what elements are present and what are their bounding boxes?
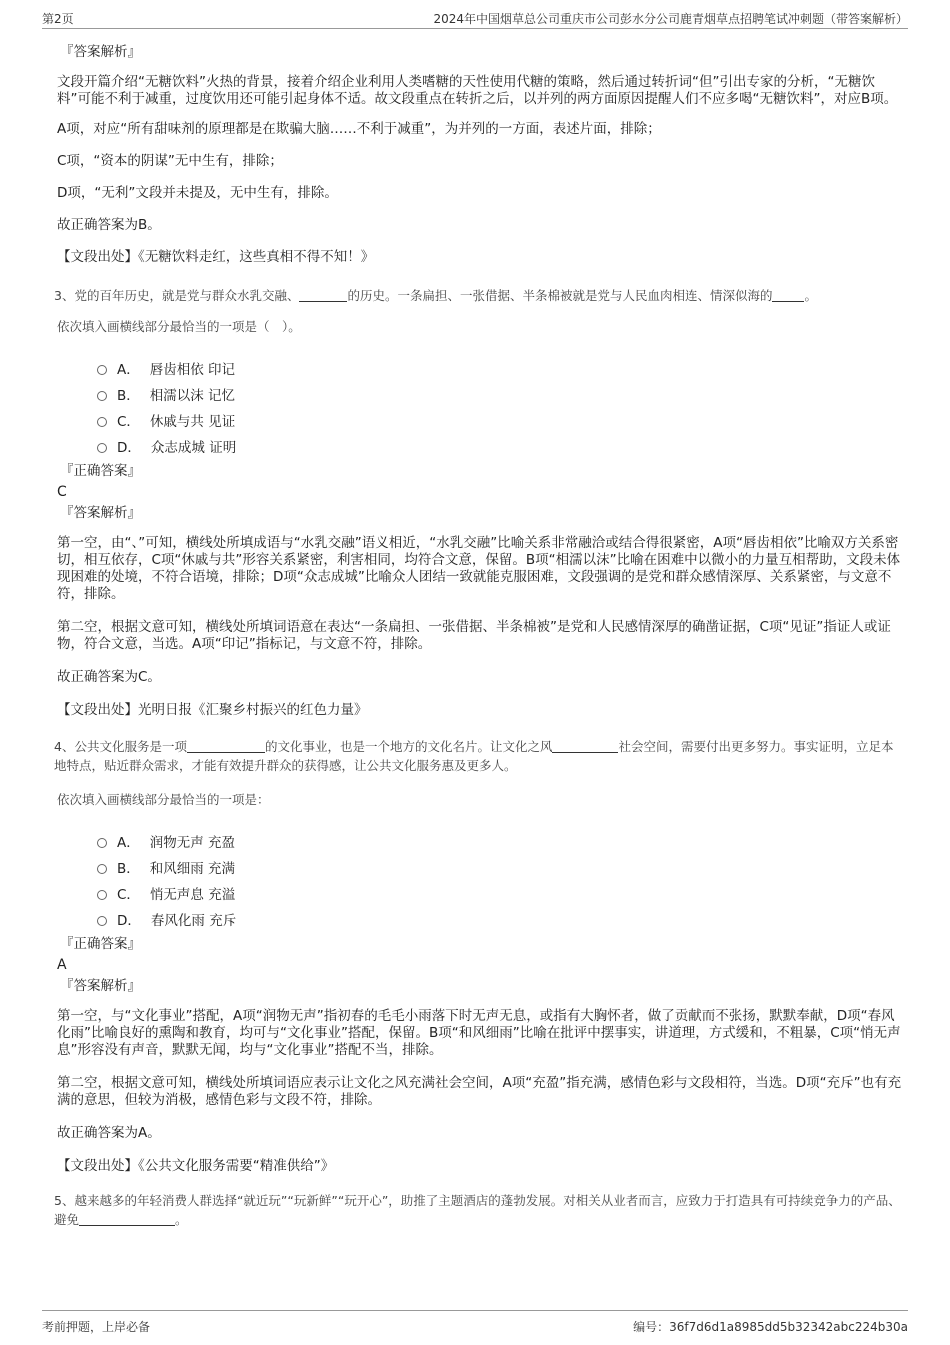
radio-icon[interactable] — [97, 864, 107, 874]
q4-option-b[interactable] — [97, 854, 902, 880]
q4-option-c[interactable] — [97, 880, 902, 906]
q3-prompt: 依次填入画横线部分最恰当的一项是（ ）。 — [57, 319, 301, 334]
q2-analysis-paragraph: C项，“资本的阴谋”无中生有，排除； — [57, 153, 283, 169]
q3-options — [97, 355, 902, 459]
q3-option-d[interactable] — [97, 433, 902, 459]
q4-correct-label: 『正确答案』 — [60, 936, 141, 952]
radio-icon[interactable] — [97, 417, 107, 427]
q2-conclusion: 故正确答案为B。 — [57, 217, 161, 233]
q4-option-a[interactable] — [97, 828, 902, 854]
radio-icon[interactable] — [97, 443, 107, 453]
q4-prompt: 依次填入画横线部分最恰当的一项是： — [57, 792, 270, 807]
q4-analysis-label: 『答案解析』 — [60, 978, 141, 994]
q3-analysis-paragraph: 第一空，由“、”可知，横线处所填成语与“水乳交融”语义相近，“水乳交融”比喻关系非常融洽或结合得很紧密，A项“唇齿相依”比喻双方关系密切，相互依存，C项“休戚与共”形容关系紧密，利害相同，均符合文意，保留。B项“相濡以沫”比喻在困难中以微小的力量互相帮助，文段未体现困难的处境，不符合语境，排除；D项“众志成城”比喻众人团结一致就能克服困难，文段强调的是党和群众感情深厚、关系紧密，与文意不符，排除。 — [57, 535, 901, 602]
option-letter: D． — [117, 913, 141, 929]
q3-blank-1 — [299, 287, 347, 302]
option-text: 和风细雨 充满 — [149, 861, 236, 877]
option-letter: A． — [117, 835, 140, 851]
option-letter: C． — [117, 887, 140, 903]
page-header — [42, 8, 908, 29]
q2-analysis-paragraph: A项，对应“所有甜味剂的原理都是在欺骗大脑……不利于减重”，为并列的一方面，表述片面，排除； — [57, 121, 661, 137]
option-text: 众志成城 证明 — [150, 440, 237, 456]
q4-conclusion: 故正确答案为A。 — [57, 1125, 161, 1141]
q4-blank-1 — [187, 738, 265, 753]
radio-icon[interactable] — [97, 391, 107, 401]
q4-analysis-paragraph: 第一空，与“文化事业”搭配，A项“润物无声”指初春的毛毛小雨落下时无声无息，或指有大胸怀者，做了贡献而不张扬，默默奉献，D项“春风化雨”比喻良好的熏陶和教育，均可与“文化事业”搭配，保留。B项“和风细雨”比喻在批评中摆事实，讲道理，方式缓和，不粗暴，C项“悄无声息”形容没有声音，默默无闻，均与“文化事业”搭配不当，排除。 — [57, 1008, 901, 1058]
q3-source: 【文段出处】光明日报《汇聚乡村振兴的红色力量》 — [57, 702, 368, 718]
q3-option-b[interactable] — [97, 381, 902, 407]
document-body — [54, 44, 902, 1241]
q3-stem — [54, 286, 902, 306]
page-number: 第2页 — [42, 11, 74, 26]
q3-analysis-paragraph: 第二空，根据文意可知，横线处所填词语意在表达“一条扁担、一张借据、半条棉被”是党和人民感情深厚的确凿证据，C项“见证”指证人或证物，符合文意，当选。A项“印记”指标记，与文意不符，排除。 — [57, 619, 891, 652]
q3-stem-part: 3、党的百年历史，就是党与群众水乳交融、 — [54, 288, 300, 303]
q3-stem-part: 。 — [804, 288, 817, 303]
option-letter: C． — [117, 414, 140, 430]
option-text: 休戚与共 见证 — [149, 414, 236, 430]
q2-analysis-paragraph: 文段开篇介绍“无糖饮料”火热的背景，接着介绍企业利用人类嗜糖的天性使用代糖的策略，然后通过转折词“但”引出专家的分析，“无糖饮料”可能不利于减重，过度饮用还可能引起身体不适。故文段重点在转折之后，以并列的两方面原因提醒人们不应多喝“无糖饮料”，对应B项。 — [57, 74, 898, 107]
option-letter: D． — [117, 440, 141, 456]
q3-stem-part: 的历史。一条扁担、一张借据、半条棉被就是党与人民血肉相连、情深似海的 — [347, 288, 773, 303]
option-letter: B． — [117, 861, 140, 877]
q4-option-d[interactable] — [97, 906, 902, 932]
document-title: 2024年中国烟草总公司重庆市公司彭水分公司鹿青烟草点招聘笔试冲刺题（带答案解析） — [433, 11, 908, 26]
q3-conclusion: 故正确答案为C。 — [57, 669, 161, 685]
q4-stem — [54, 737, 902, 775]
q5-stem-part: 。 — [175, 1212, 188, 1227]
q4-stem-part: 社会空间，需要付出更多努力。事实证明，立足本地特点，贴近群众需求，才能有效提升群众的获得感，让公共文化服务惠及更多人。 — [54, 739, 894, 773]
q4-options — [97, 828, 902, 932]
q5-blank-1 — [79, 1211, 175, 1226]
page-footer — [42, 1310, 908, 1335]
q3-correct-answer: C — [57, 484, 67, 500]
q4-stem-part: 的文化事业，也是一个地方的文化名片。让文化之风 — [264, 739, 553, 754]
q5-stem — [54, 1191, 902, 1229]
q2-source: 【文段出处】《无糖饮料走红，这些真相不得不知！》 — [57, 249, 375, 265]
footer-slogan: 考前押题，上岸必备 — [42, 1320, 151, 1334]
option-letter: B． — [117, 388, 140, 404]
option-text: 唇齿相依 印记 — [149, 362, 236, 378]
q3-blank-2 — [772, 287, 804, 302]
q3-correct-label: 『正确答案』 — [60, 463, 141, 479]
q2-analysis-label: 『答案解析』 — [60, 44, 141, 60]
option-text: 春风化雨 充斥 — [150, 913, 237, 929]
q4-stem-part: 4、公共文化服务是一项 — [54, 739, 187, 754]
option-text: 相濡以沫 记忆 — [149, 388, 236, 404]
q3-option-c[interactable] — [97, 407, 902, 433]
option-text: 悄无声息 充溢 — [149, 887, 236, 903]
q3-option-a[interactable] — [97, 355, 902, 381]
option-text: 润物无声 充盈 — [149, 835, 236, 851]
radio-icon[interactable] — [97, 838, 107, 848]
q4-blank-2 — [552, 738, 618, 753]
radio-icon[interactable] — [97, 890, 107, 900]
q4-correct-answer: A — [57, 957, 67, 973]
q2-analysis-paragraph: D项，“无利”文段并未提及，无中生有，排除。 — [57, 185, 338, 201]
option-letter: A． — [117, 362, 140, 378]
radio-icon[interactable] — [97, 365, 107, 375]
document-id: 编号：36f7d6d1a8985dd5b32342abc224b30a — [633, 1320, 908, 1334]
q4-source: 【文段出处】《公共文化服务需要“精准供给”》 — [57, 1158, 335, 1174]
radio-icon[interactable] — [97, 916, 107, 926]
q5-stem-part: 5、越来越多的年轻消费人群选择“就近玩”“玩新鲜”“玩开心”，助推了主题酒店的蓬勃发展。对相关从业者而言，应致力于打造具有可持续竞争力的产品、避免 — [54, 1193, 901, 1227]
q3-analysis-label: 『答案解析』 — [60, 505, 141, 521]
q4-analysis-paragraph: 第二空，根据文意可知，横线处所填词语应表示让文化之风充满社会空间，A项“充盈”指充满，感情色彩与文段相符，当选。D项“充斥”也有充满的意思，但较为消极，感情色彩与文段不符，排除。 — [57, 1075, 902, 1108]
